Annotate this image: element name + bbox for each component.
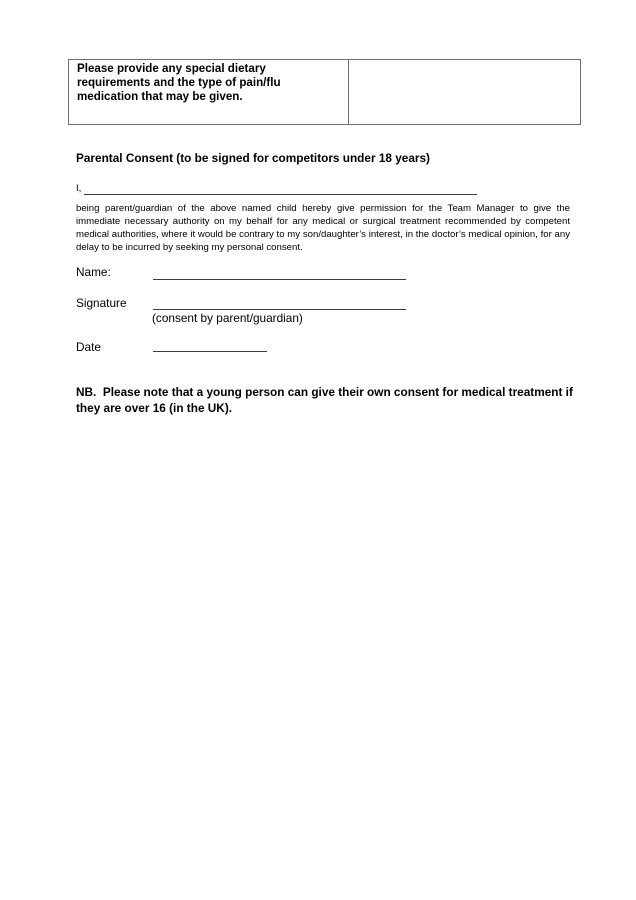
signature-field-label: Signature bbox=[76, 296, 127, 310]
dietary-requirements-prompt: Please provide any special dietary requirements and the type of pain/flu medication that may be given. bbox=[77, 62, 281, 103]
declarant-prefix-label: I, bbox=[76, 183, 82, 194]
parental-consent-heading: Parental Consent (to be signed for competitors under 18 years) bbox=[76, 151, 430, 165]
name-underline bbox=[153, 266, 406, 280]
date-underline bbox=[153, 338, 267, 352]
date-field-label: Date bbox=[76, 340, 101, 354]
signature-consent-note: (consent by parent/guardian) bbox=[152, 311, 303, 325]
dietary-requirements-table bbox=[68, 59, 581, 125]
declarant-row bbox=[76, 182, 477, 195]
nb-footnote: NB. Please note that a young person can give their own consent for medical treatment if they are over 16 (in the UK). bbox=[76, 385, 577, 415]
dietary-requirements-answer-cell bbox=[348, 60, 580, 124]
consent-declaration-paragraph: being parent/guardian of the above named child hereby give permission for the Team Manager to give the immediate necessary authority on my behalf for any medical or surgical treatment recommended by competent medical authorities, where it would be contrary to my son/daughter’s interest, in the doctor’s medical opinion, for any delay to be incurred by seeking my personal consent. bbox=[76, 203, 570, 253]
signature-underline bbox=[153, 296, 406, 310]
declarant-name-underline bbox=[84, 182, 477, 195]
name-field-label: Name: bbox=[76, 265, 111, 279]
